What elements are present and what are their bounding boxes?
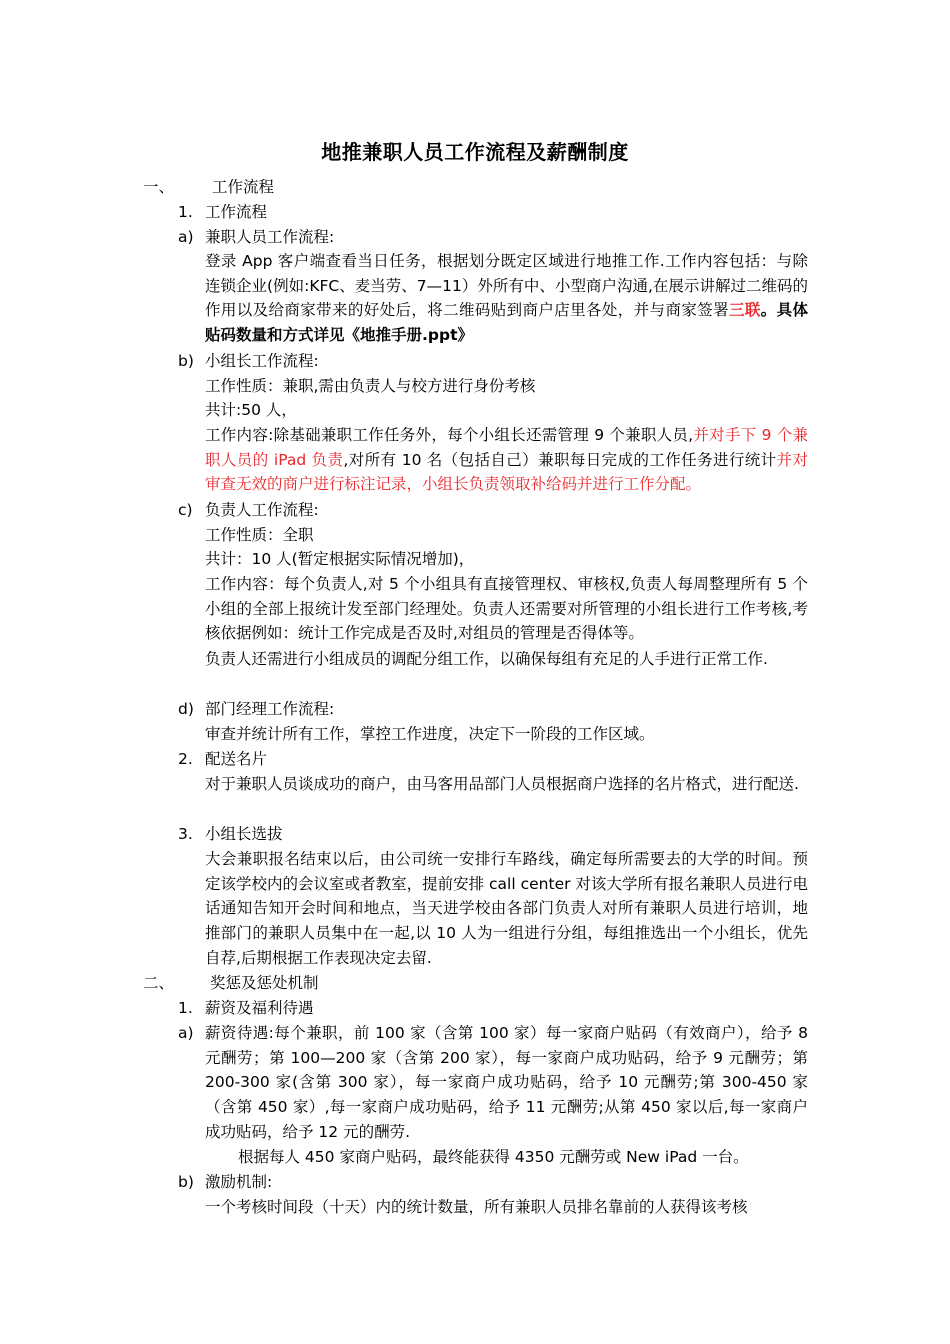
item-b-heading: 小组长工作流程: (205, 352, 319, 370)
item-b-marker: b) (178, 352, 194, 370)
item-2-b-heading: 激励机制: (205, 1173, 273, 1191)
section-2-marker: 二、 (143, 974, 175, 992)
item-c-marker: c) (178, 501, 193, 519)
item-c-heading: 负责人工作流程: (205, 501, 319, 519)
item-a-marker: a) (178, 228, 194, 246)
section-2-heading: 奖惩及惩处机制 (210, 974, 319, 992)
item-2-b-marker: b) (178, 1173, 194, 1191)
item-a-highlight: 三联 (728, 301, 761, 320)
item-2-marker: 2. (178, 750, 193, 768)
item-a-text: 登录 App 客户端查看当日任务，根据划分既定区域进行地推工作.工作内容包括：与除连锁企业(例如:KFC、麦当劳、7—11）外所有中、小型商户沟通,在展示讲解过二维码的作用以及给商家带来的好处后，将二维码贴到商户店里各处，并与商家签署 (205, 252, 808, 320)
item-c-paragraph-1: 工作内容：每个负责人,对 5 个小组具有直接管理权、审核权,负责人每周整理所有 5 个小组的全部上报统计发至部门经理处。负责人还需要对所管理的小组长进行工作考核,考核依据例如：统计工作完成是否及时,对组员的管理是否得体等。 (205, 575, 808, 643)
item-b-line-1: 工作性质：兼职,需由负责人与校方进行身份考核 (205, 377, 536, 395)
item-2-a-summary: 根据每人 450 家商户贴码，最终能获得 4350 元酬劳或 New iPad 一台。 (238, 1148, 749, 1166)
item-3-heading: 小组长选拔 (205, 825, 283, 843)
item-2-paragraph: 对于兼职人员谈成功的商户，由马客用品部门人员根据商户选择的名片格式，进行配送. (205, 775, 799, 793)
section-1-heading: 工作流程 (212, 178, 275, 196)
item-b-text-2: ,对所有 10 名（包括自己）兼职每日完成的工作任务进行统计 (343, 450, 777, 469)
item-2-a-paragraph: 薪资待遇:每个兼职，前 100 家（含第 100 家）每一家商户贴码（有效商户），给予 8 元酬劳；第 100—200 家（含第 200 家），每一家商户成功贴码，给予 9 元酬劳；第 200-300 家(含第 300 家），每一家商户成功贴码，给予 10 元酬劳;第 300-450 家（含第 450 家）,每一家商户成功贴码，给予 11 元酬劳;从第 450 家以后,每一家商户成功贴码，给予 12 元的酬劳. (205, 1024, 808, 1141)
item-a-paragraph (205, 249, 808, 348)
item-c-line-1: 工作性质：全职 (205, 526, 314, 544)
item-2-heading: 配送名片 (205, 750, 268, 768)
document-title: 地推兼职人员工作流程及薪酬制度 (321, 140, 629, 164)
item-d-paragraph: 审查并统计所有工作，掌控工作进度，决定下一阶段的工作区域。 (205, 725, 655, 743)
item-b-highlight-1: 并对手下 9 个兼职人员的 iPad 负责 (205, 426, 808, 469)
section-1-marker: 一、 (143, 178, 175, 196)
item-c-line-2: 共计：10 人(暂定根据实际情况增加)， (205, 550, 475, 568)
item-b-paragraph (205, 423, 808, 498)
item-b-text-1: 工作内容:除基础兼职工作任务外，每个小组长还需管理 9 个兼职人员, (205, 426, 694, 444)
item-2-1-marker: 1. (178, 999, 193, 1017)
item-c-paragraph-2: 负责人还需进行小组成员的调配分组工作，以确保每组有充足的人手进行正常工作. (205, 650, 768, 668)
item-3-marker: 3. (178, 825, 193, 843)
item-1-marker: 1. (178, 203, 193, 221)
item-a-heading: 兼职人员工作流程: (205, 228, 335, 246)
item-2-b-paragraph: 一个考核时间段（十天）内的统计数量，所有兼职人员排名靠前的人获得该考核 (205, 1198, 748, 1216)
item-d-heading: 部门经理工作流程: (205, 700, 335, 718)
item-1-heading: 工作流程 (205, 203, 268, 221)
item-2-1-heading: 薪资及福利待遇 (205, 999, 314, 1017)
item-b-line-2: 共计:50 人， (205, 401, 297, 419)
item-b-highlight-2: 并对审查无效的商户进行标注记录，小组长负责领取补给码并进行工作分配。 (205, 450, 808, 494)
item-d-marker: d) (178, 700, 194, 718)
item-a-text-tail: 。具体贴码数量和方式详见《地推手册.ppt》 (205, 301, 808, 345)
item-3-paragraph: 大会兼职报名结束以后，由公司统一安排行车路线，确定每所需要去的大学的时间。预定该学校内的会议室或者教室，提前安排 call center 对该大学所有报名兼职人员进行电话通知告知开会时间和地点，当天进学校由各部门负责人对所有兼职人员进行培训，地推部门的兼职人员集中在一起,以 10 人为一组进行分组，每组推选出一个小组长，优先自荐,后期根据工作表现决定去留. (205, 850, 808, 967)
item-2-a-marker: a) (178, 1024, 194, 1042)
